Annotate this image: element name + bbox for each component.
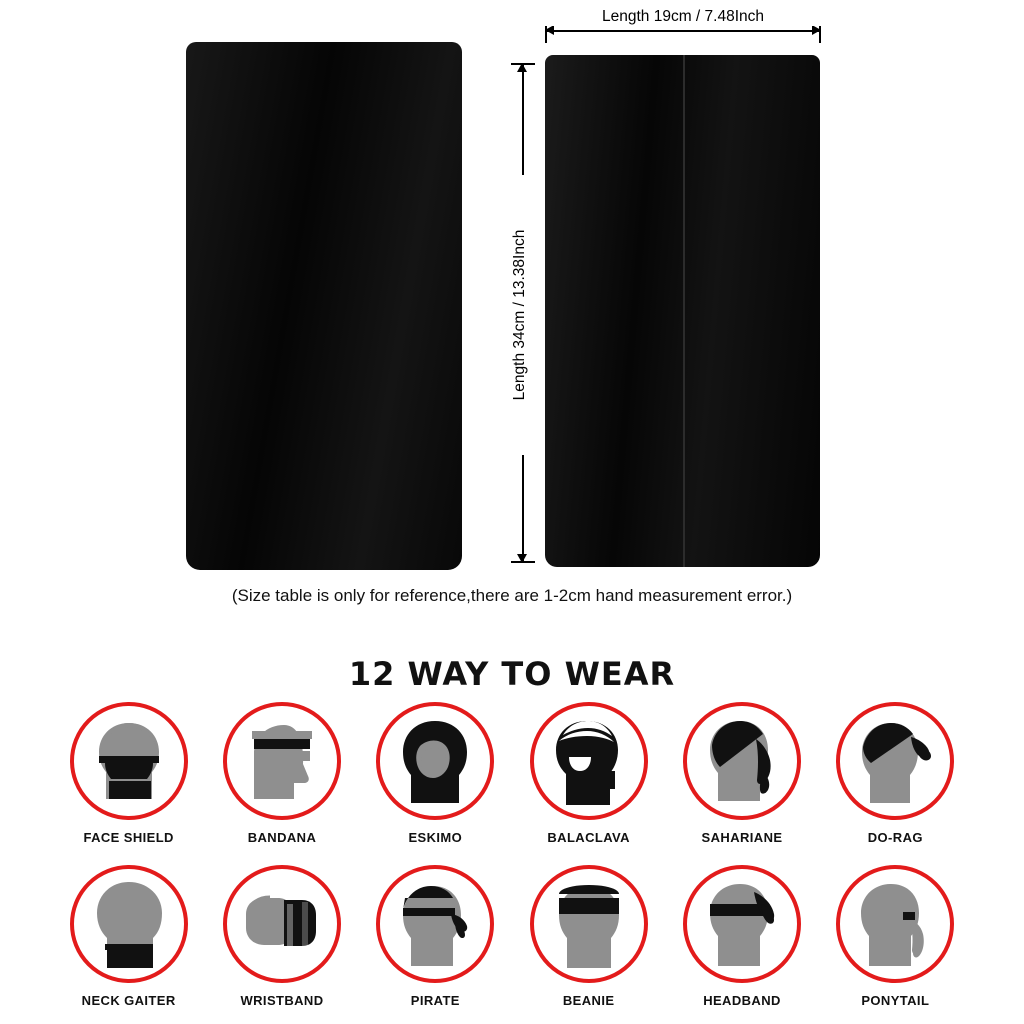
way-label: DO-RAG <box>867 830 923 845</box>
way-label: BALACLAVA <box>547 830 630 845</box>
way-item-ponytail <box>819 865 972 1008</box>
width-dimension-line <box>545 30 821 32</box>
seam-line <box>683 55 685 567</box>
neck-gaiter-icon <box>79 874 179 974</box>
neck-gaiter-tube-image <box>545 55 820 567</box>
way-label: PONYTAIL <box>861 993 930 1008</box>
beanie-icon <box>539 874 639 974</box>
do-rag-icon <box>845 711 945 811</box>
way-label: WRISTBAND <box>240 993 324 1008</box>
bandana-circle <box>223 702 341 820</box>
pirate-icon <box>385 874 485 974</box>
height-arrow-bottom-icon <box>517 554 527 563</box>
way-item-wristband <box>205 865 358 1008</box>
way-label: SAHARIANE <box>701 830 783 845</box>
way-label: FACE SHIELD <box>83 830 174 845</box>
wristband-circle <box>223 865 341 983</box>
width-arrow-right-icon <box>812 25 821 35</box>
neck-gaiter-flat-image <box>186 42 462 570</box>
do-rag-circle <box>836 702 954 820</box>
ways-to-wear-grid <box>52 702 972 1008</box>
way-label: PIRATE <box>410 993 460 1008</box>
way-item-face-shield <box>52 702 205 845</box>
way-item-beanie <box>512 865 665 1008</box>
way-item-do-rag <box>819 702 972 845</box>
way-label: HEADBAND <box>703 993 781 1008</box>
way-label: BEANIE <box>562 993 615 1008</box>
way-item-neck-gaiter <box>52 865 205 1008</box>
height-dimension-label: Length 34cm / 13.38Inch <box>510 175 530 455</box>
way-item-balaclava <box>512 702 665 845</box>
pirate-circle <box>376 865 494 983</box>
way-label: BANDANA <box>247 830 317 845</box>
face-shield-circle <box>70 702 188 820</box>
wristband-icon <box>232 874 332 974</box>
headband-circle <box>683 865 801 983</box>
beanie-circle <box>530 865 648 983</box>
headband-icon <box>692 874 792 974</box>
width-arrow-left-icon <box>545 25 554 35</box>
sahariane-circle <box>683 702 801 820</box>
way-item-headband <box>665 865 818 1008</box>
face-shield-icon <box>79 711 179 811</box>
way-label: ESKIMO <box>408 830 463 845</box>
way-item-bandana <box>205 702 358 845</box>
height-arrow-top-icon <box>517 63 527 72</box>
ways-to-wear-title: 12 WAY TO WEAR <box>348 655 676 693</box>
way-label: NECK GAITER <box>81 993 176 1008</box>
sahariane-icon <box>692 711 792 811</box>
ponytail-circle <box>836 865 954 983</box>
neck-gaiter-circle <box>70 865 188 983</box>
way-item-eskimo <box>359 702 512 845</box>
size-reference-note: (Size table is only for reference,there are 1-2cm hand measurement error.) <box>231 586 793 605</box>
way-item-pirate <box>359 865 512 1008</box>
bandana-icon <box>232 711 332 811</box>
balaclava-icon <box>539 711 639 811</box>
eskimo-circle <box>376 702 494 820</box>
eskimo-icon <box>385 711 485 811</box>
balaclava-circle <box>530 702 648 820</box>
width-dimension-label: Length 19cm / 7.48Inch <box>545 8 821 26</box>
ponytail-icon <box>845 874 945 974</box>
way-item-sahariane <box>665 702 818 845</box>
